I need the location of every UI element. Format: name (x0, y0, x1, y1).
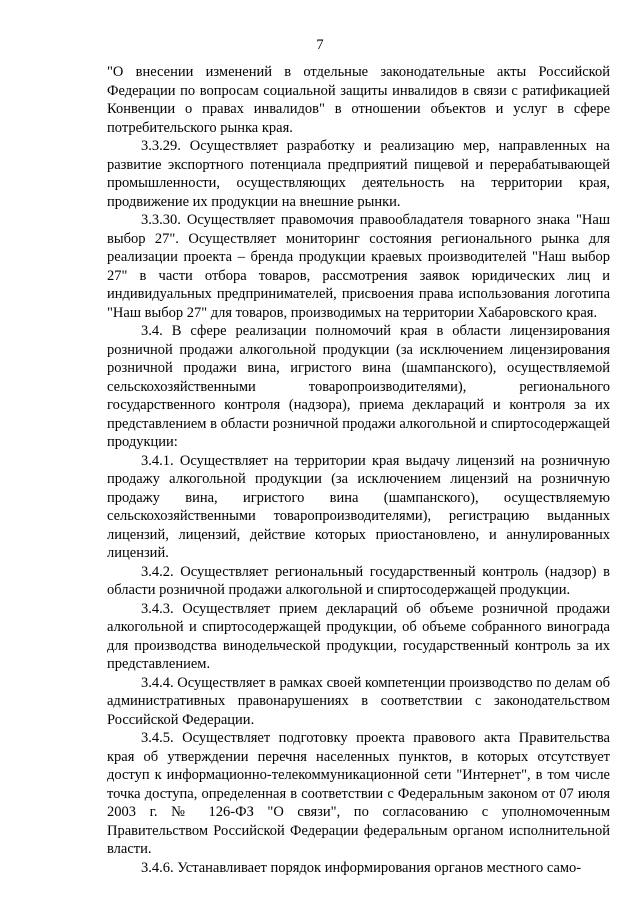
paragraph-3-4: 3.4. В сфере реализации полномочий края в области лицензирования розничной продажи алкогольной продукции (за исключением лицензирования розничной продажи вина, игристого вина (шампанского), осуществляемой сельскохозяйственными товаропроизводителями), регионального государственного контроля (надзора), приема деклараций и контроля за их представлением в области розничной продажи алкогольной и спиртосодержащей продукции: (107, 323, 610, 450)
paragraph-3-4-3: 3.4.3. Осуществляет прием деклараций об объеме розничной продажи алкогольной и спиртосодержащей продукции, об объеме собранного винограда для производства винодельческой продукции, государственный контроль за их представлением. (107, 600, 610, 672)
paragraph-continuation: "О внесении изменений в отдельные законодательные акты Российской Федерации по вопросам социальной защиты инвалидов в связи с ратификацией Конвенции о правах инвалидов" в отношении объектов и услуг в сфере потребительского рынка края. (107, 64, 610, 136)
paragraph-3-3-30: 3.3.30. Осуществляет правомочия правообладателя товарного знака "Наш выбор 27". Осуществляет мониторинг состояния регионального рынка для реализации проекта – бренда продукции краевых производителей "Наш выбор 27" в части отбора товаров, рассмотрения заявок юридических лиц и индивидуальных предпринимателей, присвоения права использования логотипа "Наш выбор 27" для товаров, производимых на территории Хабаровского края. (107, 212, 610, 321)
document-body (107, 63, 610, 877)
paragraph-3-4-1: 3.4.1. Осуществляет на территории края выдачу лицензий на розничную продажу алкогольной продукции (за исключением лицензий на розничную продажу вина, игристого вина (шампанского), осуществляемую сельскохозяйственными товаропроизводителями), регистрацию выданных лицензий, лицензий, действие которых приостановлено, и аннулированных лицензий. (107, 452, 610, 561)
paragraph-3-4-6: 3.4.6. Устанавливает порядок информирования органов местного само- (141, 859, 582, 876)
paragraph-3-4-4: 3.4.4. Осуществляет в рамках своей компетенции производство по делам об административных правонарушениях в соответствии с законодательством Российской Федерации. (107, 674, 610, 728)
paragraph-3-3-29: 3.3.29. Осуществляет разработку и реализацию мер, направленных на развитие экспортного потенциала предприятий пищевой и перерабатывающей промышленности, осуществляющих деятельность на территории края, продвижение их продукции на внешние рынки. (107, 138, 610, 210)
page-number: 7 (316, 37, 324, 53)
paragraph-3-4-2: 3.4.2. Осуществляет региональный государственный контроль (надзор) в области розничной продажи алкогольной и спиртосодержащей продукции. (107, 563, 610, 598)
paragraph-3-4-5: 3.4.5. Осуществляет подготовку проекта правового акта Правительства края об утверждении перечня населенных пунктов, в которых отсутствует доступ к информационно-телекоммуникационной сети "Интернет", в том числе точка доступа, определенная в соответствии с Федеральным законом от 07 июля 2003 г. № 126-ФЗ "О связи", по согласованию с уполномоченным Правительством Российской Федерации федеральным органом исполнительной власти. (107, 730, 610, 857)
